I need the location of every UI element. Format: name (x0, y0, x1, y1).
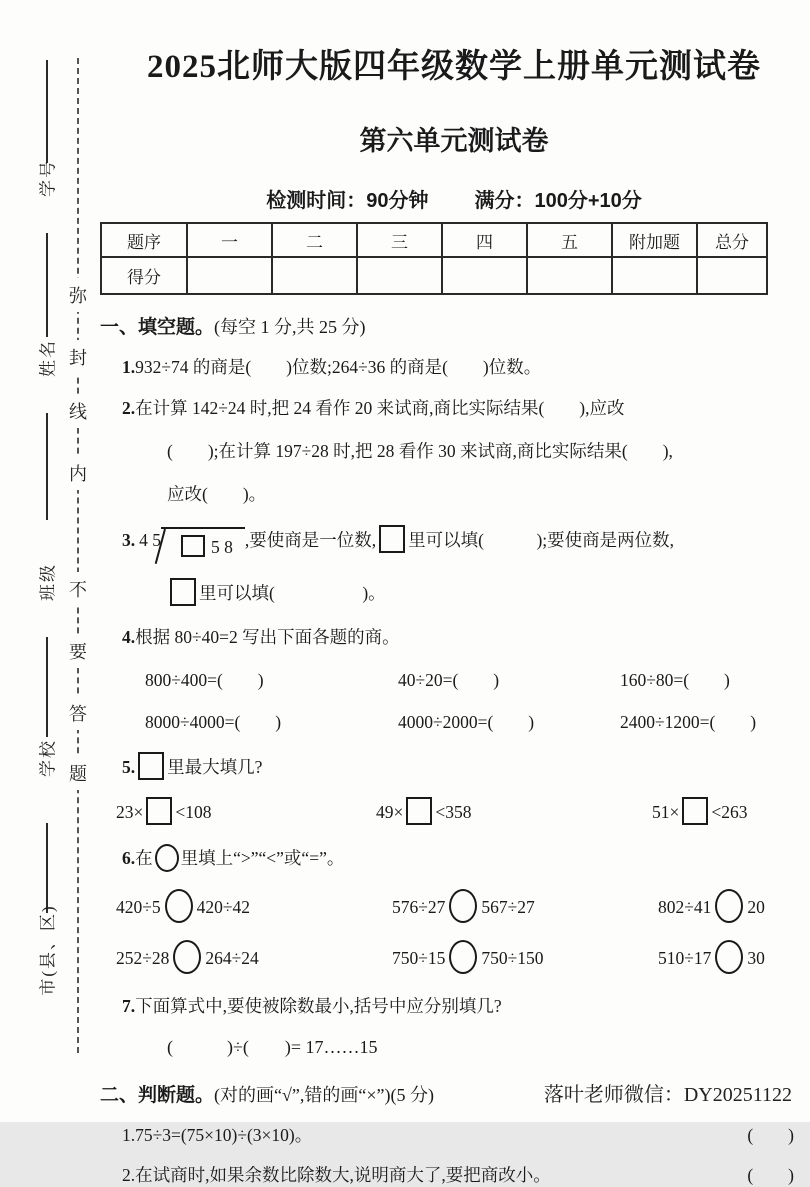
score-header-cell: 三 (357, 223, 442, 257)
comparison-right: 420÷42 (196, 897, 250, 917)
answer-box-icon (379, 525, 405, 553)
unit-subtitle: 第六单元测试卷 (359, 126, 549, 156)
comparison-right: 567÷27 (481, 897, 535, 917)
score-table (100, 222, 768, 295)
comparison-right: 750÷150 (481, 948, 544, 968)
inequality (116, 797, 376, 825)
page-title: 2025北师大版四年级数学上册单元测试卷 (147, 49, 761, 85)
question-text: 下面算式中,要使被除数最小,括号中应分别填几? (135, 996, 502, 1016)
compare-circle-icon (165, 889, 193, 923)
comparison (658, 889, 808, 923)
seal-char: 答 (68, 696, 88, 730)
question-text: 在 (135, 848, 153, 868)
equation: 2400÷1200=( ) (620, 712, 757, 732)
question-5 (100, 752, 808, 780)
section1-note: (每空 1 分,共 25 分) (214, 317, 366, 337)
comparison-left: 252÷28 (116, 948, 170, 968)
answer-box-icon (146, 797, 172, 825)
compare-circle-icon (449, 889, 477, 923)
question-7 (100, 993, 808, 1060)
score-header-cell: 四 (442, 223, 527, 257)
question-text: 根据 80÷40=2 写出下面各题的商。 (135, 627, 400, 647)
class-blank-line (46, 413, 48, 520)
score-header-cell: 一 (187, 223, 272, 257)
question-3-line1 (122, 525, 808, 560)
equation: 8000÷4000=( ) (145, 712, 282, 732)
dividend-digits: 5 8 (211, 537, 233, 557)
student-number-blank-line (46, 60, 48, 163)
equation: 160÷80=( ) (620, 670, 730, 690)
question-2 (100, 395, 808, 507)
question-number: 2. (122, 398, 136, 418)
school-label: 学校 (38, 739, 58, 777)
score-empty-cell (187, 257, 272, 294)
class-label: 班级 (38, 563, 58, 601)
question-text: 里填上“>”“<”或“=”。 (180, 848, 345, 868)
seal-char: 线 (68, 394, 88, 428)
question-5-row (100, 797, 808, 825)
question-6-row2 (100, 940, 808, 974)
score-header-cell: 题序 (101, 223, 187, 257)
equation: 4000÷2000=( ) (398, 712, 535, 732)
question-number: 2. (122, 1165, 136, 1185)
inequality (376, 797, 652, 825)
comparison-left: 802÷41 (658, 897, 712, 917)
comparison-left: 576÷27 (392, 897, 446, 917)
score-header-cell: 二 (272, 223, 357, 257)
question-3 (100, 525, 808, 606)
question-6 (100, 844, 808, 872)
missing-digit-box-icon (181, 535, 205, 557)
question-number: 7. (122, 996, 136, 1016)
section2-note: (对的画“√”,错的画“×”)(5 分) (214, 1085, 434, 1105)
school-blank-line (46, 637, 48, 737)
section1-title: 一、填空题。 (100, 317, 215, 338)
question-7-formula: ( )÷( )= 17……15 (167, 1037, 378, 1057)
question-4-row1 (100, 667, 808, 692)
comparison-right: 264÷24 (205, 948, 259, 968)
question-1 (100, 354, 808, 380)
section1-heading (100, 312, 808, 339)
answer-box-icon (682, 797, 708, 825)
question-number: 6. (122, 848, 136, 868)
judge-answer-blank: ( ) (747, 1165, 794, 1185)
score-empty-cell (527, 257, 612, 294)
inequality-left: 51× (652, 802, 680, 822)
question-text: 里最大填几? (167, 757, 263, 777)
score-empty-cell (612, 257, 697, 294)
comparison (392, 889, 658, 923)
comparison-left: 510÷17 (658, 948, 712, 968)
question-number: 3. (122, 530, 136, 550)
city-county-district-label: 市(县、区) (38, 904, 58, 996)
score-empty-cell (442, 257, 527, 294)
comparison (658, 940, 808, 974)
question-number: 1. (122, 357, 136, 377)
seal-char: 要 (68, 634, 88, 668)
compare-circle-icon (715, 940, 743, 974)
dividend-under-vinculum (161, 527, 245, 560)
comparison (116, 940, 392, 974)
score-header-cell: 附加题 (612, 223, 697, 257)
question-number: 1. (122, 1125, 136, 1145)
judge-item-1 (100, 1122, 808, 1147)
comparison (392, 940, 658, 974)
seal-char: 不 (68, 572, 88, 606)
inequality-left: 49× (376, 802, 404, 822)
judge-statement (122, 1122, 312, 1147)
compare-circle-icon (173, 940, 201, 974)
compare-circle-icon (715, 889, 743, 923)
compare-circle-icon (449, 940, 477, 974)
answer-box-icon (138, 752, 164, 780)
question-text: 在计算 142÷24 时,把 24 看作 20 来试商,商比实际结果( ),应改 (135, 398, 625, 418)
exam-total-score: 满分：100分+10分 (474, 190, 642, 212)
question-text: 932÷74 的商是( )位数;264÷36 的商是( )位数。 (135, 357, 542, 377)
section2-title: 二、判断题。 (100, 1085, 215, 1106)
question-2-line3: 应改( )。 (167, 484, 267, 504)
inequality-left: 23× (116, 802, 144, 822)
statement-text: 在试商时,如果余数比除数大,说明商大了,要把商改小。 (135, 1165, 551, 1185)
comparison-right: 30 (747, 948, 765, 968)
compare-circle-icon (155, 844, 179, 872)
judge-item-2 (100, 1162, 808, 1187)
score-table-header-row (101, 223, 767, 257)
question-4-row2 (100, 709, 808, 734)
equation: 40÷20=( ) (398, 670, 500, 690)
question-number: 5. (122, 757, 136, 777)
question-2-line1 (122, 395, 808, 421)
seal-char: 弥 (68, 278, 88, 312)
comparison-left: 420÷5 (116, 897, 161, 917)
seal-char: 封 (68, 340, 88, 374)
question-4 (100, 624, 808, 650)
score-empty-cell (272, 257, 357, 294)
name-label: 姓名 (38, 339, 58, 377)
long-division-bracket (139, 527, 245, 560)
name-blank-line (46, 233, 48, 337)
question-text: 里可以填( );要使商是两位数, (408, 530, 675, 550)
score-empty-cell (357, 257, 442, 294)
score-header-cell: 总分 (697, 223, 767, 257)
score-row-label: 得分 (101, 257, 187, 294)
judge-answer-blank: ( ) (747, 1125, 794, 1145)
inequality (652, 797, 808, 825)
equation: 800÷400=( ) (145, 670, 264, 690)
question-2-line2: ( );在计算 197÷28 时,把 28 看作 30 来试商,商比实际结果( ), (167, 441, 673, 461)
divisor: 4 5 (139, 530, 161, 550)
exam-duration: 检测时间：90分钟 (266, 190, 429, 212)
score-empty-cell (697, 257, 767, 294)
answer-box-icon (170, 578, 196, 606)
score-header-cell: 五 (527, 223, 612, 257)
comparison-left: 750÷15 (392, 948, 446, 968)
question-text: ,要使商是一位数, (244, 530, 377, 550)
teacher-wechat-footer: 落叶老师微信：DY20251122 (543, 1084, 792, 1106)
exam-content (100, 0, 808, 1187)
inequality-right: <263 (711, 802, 748, 822)
comparison (116, 889, 392, 923)
answer-box-icon (406, 797, 432, 825)
inequality-right: <108 (175, 802, 212, 822)
question-number: 4. (122, 627, 136, 647)
inequality-right: <358 (435, 802, 472, 822)
exam-info-line (100, 184, 808, 213)
comparison-right: 20 (747, 897, 765, 917)
score-table-score-row (101, 257, 767, 294)
judge-statement (122, 1162, 551, 1187)
city-blank-line (46, 823, 48, 913)
statement-text: 75÷3=(75×10)÷(3×10)。 (135, 1125, 313, 1145)
question-3-line2 (122, 578, 808, 606)
question-6-row1 (100, 889, 808, 923)
seal-char: 题 (68, 756, 88, 790)
student-number-label: 学号 (38, 159, 58, 197)
question-text: 里可以填( )。 (199, 583, 386, 603)
question-7-line1 (122, 993, 808, 1019)
seal-char: 内 (68, 456, 88, 490)
seal-line (77, 58, 79, 1053)
